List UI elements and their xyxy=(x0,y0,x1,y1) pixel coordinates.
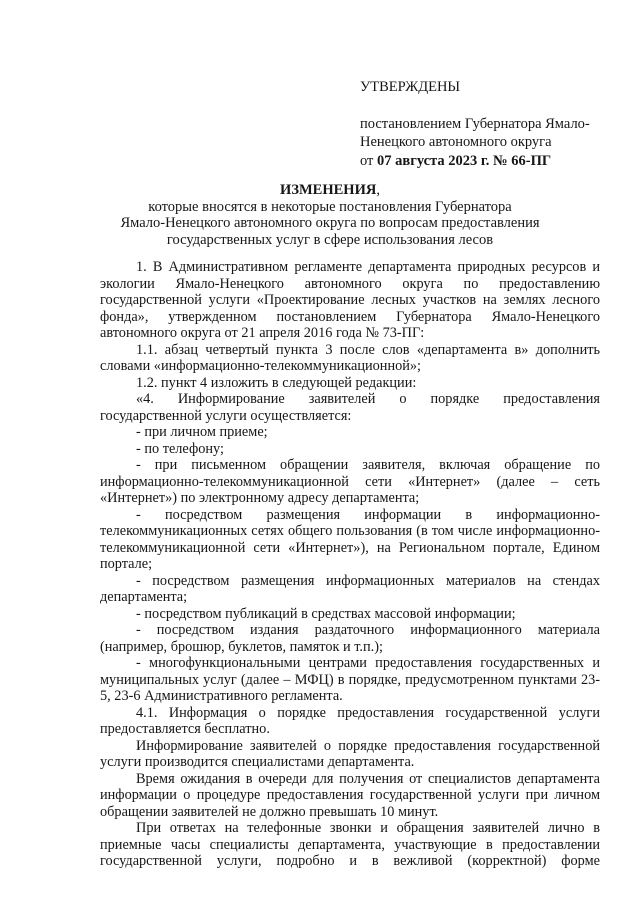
document-body xyxy=(100,259,600,870)
approval-block xyxy=(360,78,610,170)
document-heading xyxy=(100,182,560,248)
approved-label: УТВЕРЖДЕНЫ xyxy=(360,79,461,95)
paragraph: При ответах на телефонные звонки и обращения заявителей лично в приемные часы специалисты департамента, участвующие в предоставлении государственной услуги, подробно и в вежливой (корректной) форме xyxy=(100,820,600,869)
paragraph: «4. Информирование заявителей о порядке предоставления государственной услуги осуществляется: xyxy=(100,391,600,424)
heading-title: ИЗМЕНЕНИЯ xyxy=(280,182,377,198)
heading-line: Ямало-Ненецкого автономного округа по вопросам предоставления xyxy=(120,215,540,231)
paragraph: Время ожидания в очереди для получения от специалистов департамента информации о процедуре предоставления государственной услуги при личном обращении заявителей не должно превышать 10 минут. xyxy=(100,770,600,820)
paragraph: 1. В Административном регламенте департамента природных ресурсов и экологии Ямало-Ненецкого автономного округа по предоставлению государственной услуги «Проектирование лесных участков на землях лесного фонда», утвержденном постановлением Губернатора Ямало-Ненецкого автономного округа от 21 апреля 2016 года № 73-ПГ: xyxy=(100,259,600,341)
list-item: - многофункциональными центрами предоставления государственных и муниципальных услуг (далее – МФЦ) в порядке, предусмотренном пунктами 23-5, 23-6 Административного регламента. xyxy=(100,655,600,704)
date-value: 07 августа 2023 г. № 66-ПГ xyxy=(377,152,552,169)
list-item: - посредством размещения информационных материалов на стендах департамента; xyxy=(100,572,600,605)
heading-line: государственных услуг в сфере использования лесов xyxy=(166,231,494,248)
list-item: - по телефону; xyxy=(136,440,224,457)
list-item: - посредством публикаций в средствах массовой информации; xyxy=(136,605,516,622)
heading-title-suffix: , xyxy=(376,182,380,198)
paragraph: 1.1. абзац четвертый пункта 3 после слов «департамента в» дополнить словами «информационно-телекоммуникационной»; xyxy=(100,341,600,374)
approval-line: постановлением Губернатора Ямало- xyxy=(360,115,590,132)
list-item: - при личном приеме; xyxy=(136,424,268,440)
list-item: - посредством издания раздаточного информационного материала (например, брошюр, буклетов, памяток и т.п.); xyxy=(100,622,600,655)
approval-date xyxy=(360,152,610,171)
paragraph: 4.1. Информация о порядке предоставления государственной услуги предоставляется бесплатно. xyxy=(100,704,600,737)
date-prefix: от xyxy=(360,152,378,169)
approval-line: Ненецкого автономного округа xyxy=(360,134,552,150)
heading-line: которые вносятся в некоторые постановления Губернатора xyxy=(148,198,512,215)
list-item: - при письменном обращении заявителя, включая обращение по информационно-телекоммуникационной сети «Интернет» (далее – сеть «Интернет») по электронному адресу департамента; xyxy=(100,457,600,506)
list-item: - посредством размещения информации в информационно-телекоммуникационных сетях общего пользования (в том числе информационно-телекоммуникационной сети «Интернет»), на Региональном портале, Едином портале; xyxy=(100,506,600,572)
paragraph: 1.2. пункт 4 изложить в следующей редакции: xyxy=(136,374,417,391)
paragraph: Информирование заявителей о порядке предоставления государственной услуги производится специалистами департамента. xyxy=(100,737,600,770)
heading-title-line xyxy=(100,182,560,199)
